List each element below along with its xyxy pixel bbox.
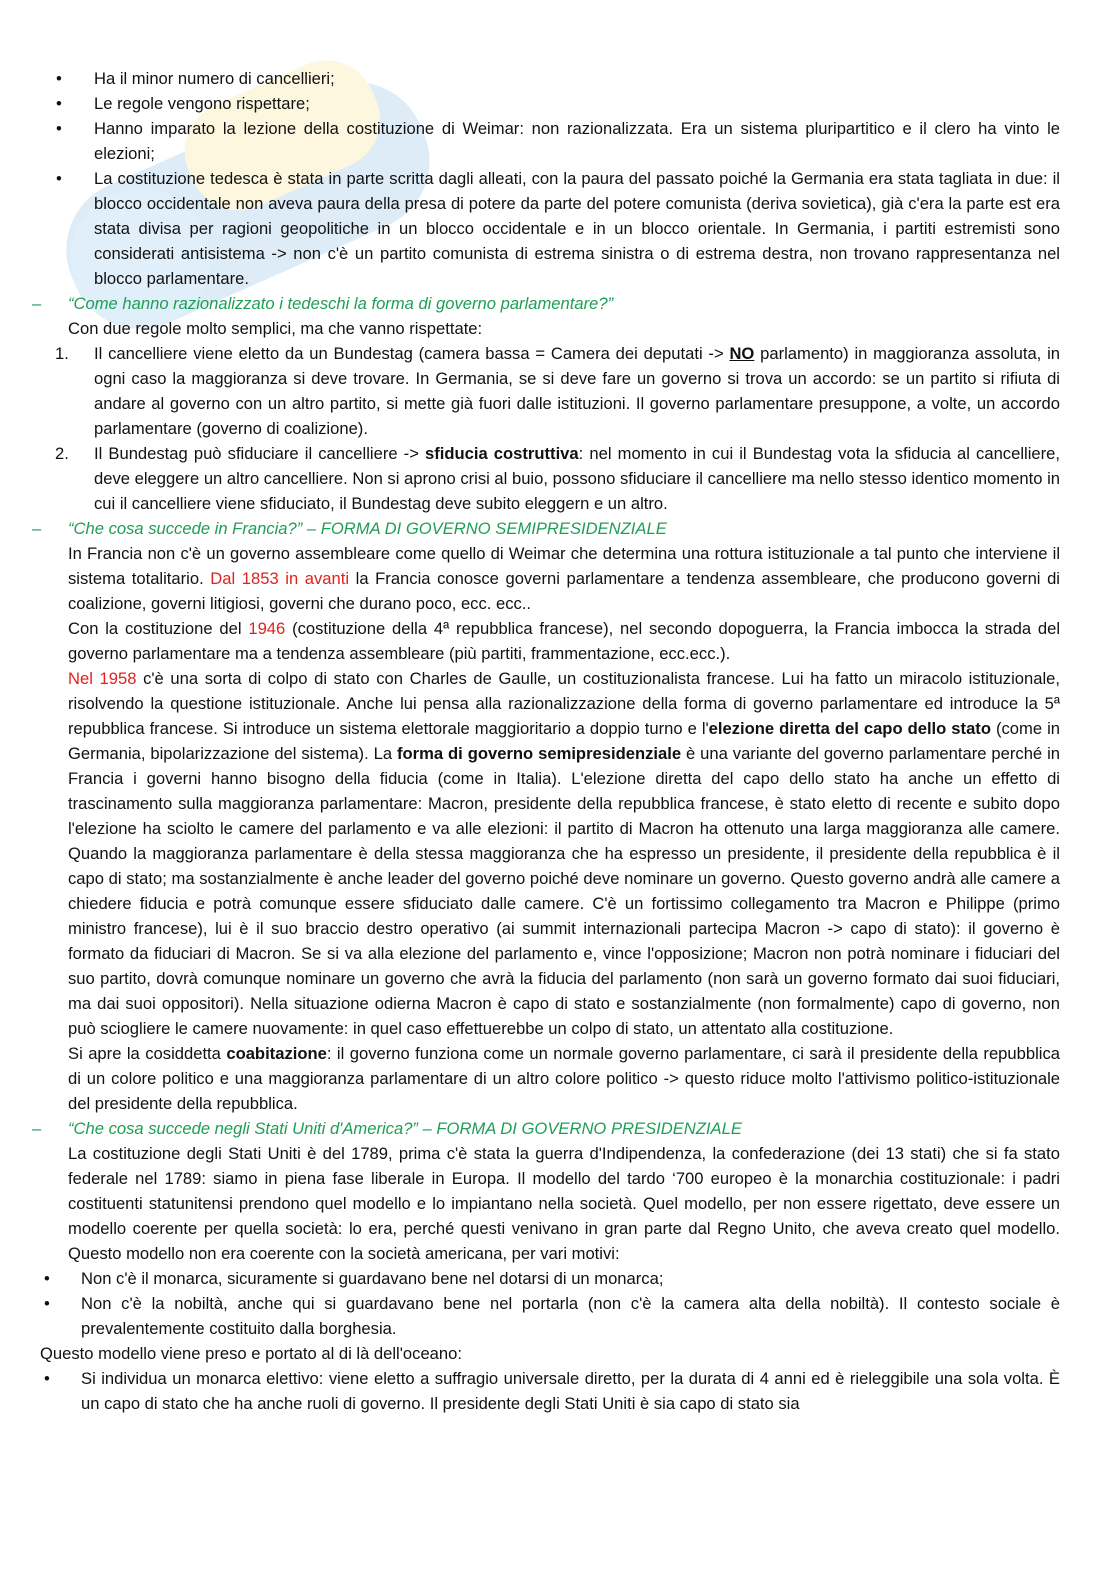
numbered-item: 2. Il Bundestag può sfiduciare il cancelliere -> sfiducia costruttiva: nel momento in cui il Bundestag vota la sfiducia al cancelliere, deve eleggere un altro cancelliere. Non si aprono crisi al buio, possono sfiduciare il cancelliere ma nello stesso identico momento in cui il cancelliere viene sfiduciato, il Bundestag deve subito eleggern e un altro. <box>30 441 1060 516</box>
list-item: • Ha il minor numero di cancellieri; <box>30 66 1060 91</box>
paragraph: Nel 1958 c'è una sorta di colpo di stato con Charles de Gaulle, un costituzionalista francese. Lui ha fatto un miracolo istituzionale, risolvendo la questione istituzionale. Anche lui pensa alla razionalizzazione della forma di governo parlamentare ed introduce la 5ª repubblica francese. Si introduce un sistema elettorale maggioritario a doppio turno e l'elezione diretta del capo dello stato (come in Germania, bipolarizzazione del sistema). La forma di governo semipresidenziale è una variante del governo parlamentare perché in Francia i governi hanno bisogno della fiducia (come in Italia). L'elezione diretta del capo dello stato ha anche un effetto di trascinamento sulla maggioranza parlamentare: Macron, presidente della repubblica francese, è stato eletto di recente e subito dopo l'elezione ha sciolto le camere del parlamento e va alle elezioni: il partito di Macron ha ottenuto una larga maggioranza alle camere. Quando la maggioranza parlamentare è della stessa maggioranza che ha espresso un presidente, il presidente della repubblica è il capo di stato; ma sostanzialmente è anche leader del governo poiché deve nominare un governo. Questo governo andrà alle camere a chiedere fiducia e potrà comunque essere sfiduciato dalle camere. C'è un fortissimo collegamento tra Macron e Philippe (primo ministro francese), lui è il suo braccio destro operativo (ai summit internazionali partecipa Macron -> capo di stato): il governo è formato da fiduciari di Macron. Se si va alla elezione del parlamento e, vince l'opposizione; Macron non potrà nominare i fiduciari del suo partito, dovrà comunque nominare un governo che avrà la fiducia del parlamento (non sarà un governo formato dai suoi fiduciari, ma dai suoi oppositori). Nella situazione odierna Macron è capo di stato e sostanzialmente (non formalmente) capo di governo, non può sciogliere le camere nuovamente: in quel caso effettuerebbe un colpo di stato, un attentato alla costituzione. <box>68 669 1060 1038</box>
emphasis-bold: forma di governo semipresidenziale <box>397 744 682 763</box>
list-item: • Non c'è il monarca, sicuramente si guardavano bene nel dotarsi di un monarca; <box>30 1266 1060 1291</box>
paragraph: Con due regole molto semplici, ma che vanno rispettate: <box>68 319 483 338</box>
list-item: • La costituzione tedesca è stata in parte scritta dagli alleati, con la paura del passato poiché la Germania era stata tagliata in due: il blocco occidentale non aveva paura della presa di potere da parte del potere comunista (deriva sovietica), già c'era la parte est era stata divisa per ragioni geopolitiche in un blocco occidentale e in un blocco orientale. In Germania, i partiti estremisti sono considerati antisistema -> non c'è un partito comunista di estrema sinistra o di estrema destra, non trovano rappresentanza nel blocco parlamentare. <box>30 166 1060 291</box>
question-heading: – “Come hanno razionalizzato i tedeschi la forma di governo parlamentare?” <box>30 291 1060 316</box>
item-number: 2. <box>55 444 69 463</box>
paragraph: Con la costituzione del 1946 (costituzione della 4ª repubblica francese), nel secondo dopoguerra, la Francia imbocca la strada del governo parlamentare ma a tendenza assembleare (più partiti, frammentazione, ecc.ecc.). <box>68 619 1061 663</box>
list-item: • Hanno imparato la lezione della costituzione di Weimar: non razionalizzata. Era un sistema pluripartitico e il clero ha vinto le elezioni; <box>30 116 1060 166</box>
list-item: • Non c'è la nobiltà, anche qui si guardavano bene nel portarla (non c'è la camera alta della nobiltà). Il contesto sociale è prevalentemente costituito dalla borghesia. <box>30 1291 1060 1341</box>
highlight-red: Nel 1958 <box>68 669 137 688</box>
document-body <box>30 66 1060 1416</box>
question-heading: – “Che cosa succede negli Stati Uniti d'America?” – FORMA DI GOVERNO PRESIDENZIALE <box>30 1116 1060 1141</box>
emphasis-underline: NO <box>729 344 755 363</box>
question-heading: – “Che cosa succede in Francia?” – FORMA DI GOVERNO SEMIPRESIDENZIALE <box>30 516 1060 541</box>
list-item: • Le regole vengono rispettare; <box>30 91 1060 116</box>
highlight-red: Dal 1853 in avanti <box>210 569 350 588</box>
paragraph: In Francia non c'è un governo assembleare come quello di Weimar che determina una rottura istituzionale a tal punto che interviene il sistema totalitario. Dal 1853 in avanti la Francia conosce governi parlamentare a tendenza assembleare, che producono governi di coalizione, governi litigiosi, governi che durano poco, ecc. ecc.. <box>68 544 1060 613</box>
highlight-red: 1946 <box>248 619 286 638</box>
list-item: • Si individua un monarca elettivo: viene eletto a suffragio universale diretto, per la durata di 4 anni ed è rieleggibile una sola volta. È un capo di stato che ha anche ruoli di governo. Il presidente degli Stati Uniti è sia capo di stato sia <box>30 1366 1060 1416</box>
paragraph: Questo modello viene preso e portato al di là dell'oceano: <box>40 1344 462 1363</box>
emphasis-bold: elezione diretta del capo dello stato <box>708 719 991 738</box>
paragraph: Si apre la cosiddetta coabitazione: il governo funziona come un normale governo parlamentare, ci sarà il presidente della repubblica di un colore politico e una maggioranza parlamentare di un altro colore politico -> questo riduce molto l'attivismo politico-istituzionale del presidente della repubblica. <box>68 1044 1060 1113</box>
numbered-item: 1. Il cancelliere viene eletto da un Bundestag (camera bassa = Camera dei deputati -> NO parlamento) in maggioranza assoluta, in ogni caso la maggioranza si deve trovare. In Germania, se si deve fare un governo si trova un accordo: se un partito si rifiuta di andare al governo con un altro partito, si mette già fuori dalle istituzioni. Il governo parlamentare presuppone, a volte, un accordo parlamentare (governo di coalizione). <box>30 341 1060 441</box>
paragraph: La costituzione degli Stati Uniti è del 1789, prima c'è stata la guerra d'Indipendenza, la confederazione (dei 13 stati) che si fa stato federale nel 1789: siamo in piena fase liberale in Europa. Il modello del tardo ‘700 europeo è la monarchia costituzionale: i padri costituenti statunitensi prendono quel modello e lo impiantano nella società. Quel modello, per non essere rigettato, deve essere un modello coerente per quella società: lo era, perché questi venivano in gran parte dal Regno Unito, che aveva creato quel modello. Questo modello non era coerente con la società americana, per vari motivi: <box>68 1144 1060 1263</box>
emphasis-bold: coabitazione <box>226 1044 327 1063</box>
item-number: 1. <box>55 344 69 363</box>
emphasis-bold: sfiducia costruttiva <box>425 444 579 463</box>
